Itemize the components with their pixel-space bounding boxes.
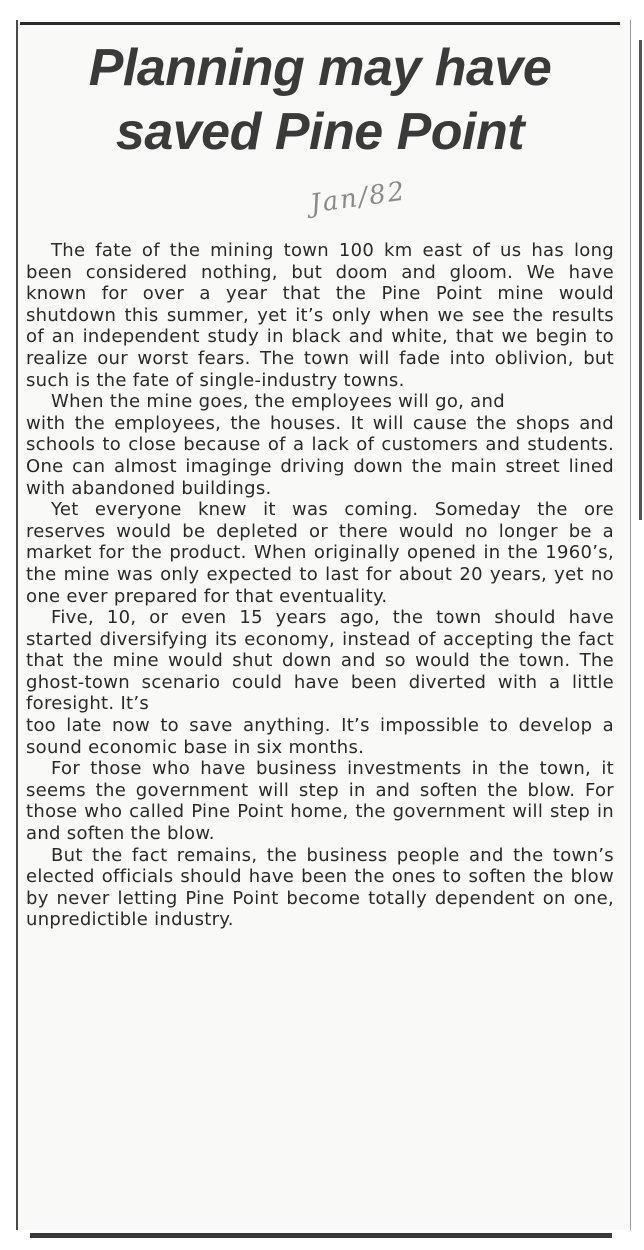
article-paragraph-1: The fate of the mining town 100 km east of us has long been considered nothing, but doom and gloom. We have known for over a year that the Pine Point mine would shutdown this summer, yet it’s only when we see the results of an independent study in black and white, that we begin to realize our worst fears. The town will fade into oblivion, but such is the fate of single-industry towns. [26,240,614,391]
headline [20,36,620,164]
clipping-top-edge [20,22,620,25]
handwritten-date-annotation: Jan/82 [308,176,409,220]
article-paragraph-7: For those who have business investments in the town, it seems the government will step in and soften the blow. For those who called Pine Point home, the government will step in and soften the blow. [26,758,614,845]
article-paragraph-5: Five, 10, or even 15 years ago, the town should have started diversifying its economy, instead of accepting the fact that the mine would shut down and so would the town. The ghost-town scenario could have been diverted with a little foresight. It’s [26,607,614,715]
article-paragraph-6: too late now to save anything. It’s impossible to develop a sound economic base in six months. [26,715,614,758]
article-paragraph-3: with the employees, the houses. It will cause the shops and schools to close because of a lack of customers and students. One can almost imaginge driving down the main street lined with abandoned buildings. [26,412,614,499]
article-paragraph-8: But the fact remains, the business people and the town’s elected officials should have been the ones to soften the blow by never letting Pine Point become totally dependent on one, unpredictible industry. [26,844,614,931]
headline-line-1: Planning may have [88,39,552,97]
article-paragraph-2: When the mine goes, the employees will go, and [51,391,505,413]
headline-line-2: saved Pine Point [115,103,525,161]
clipping-bottom-rule [30,1233,612,1238]
clipping-right-edge [639,40,642,520]
article-paragraph-4: Yet everyone knew it was coming. Someday the ore reserves would be depleted or there would no longer be a market for the product. When originally opened in the 1960’s, the mine was only expected to last for about 20 years, yet no one ever prepared for that eventuality. [26,499,614,607]
article-body [26,240,614,931]
